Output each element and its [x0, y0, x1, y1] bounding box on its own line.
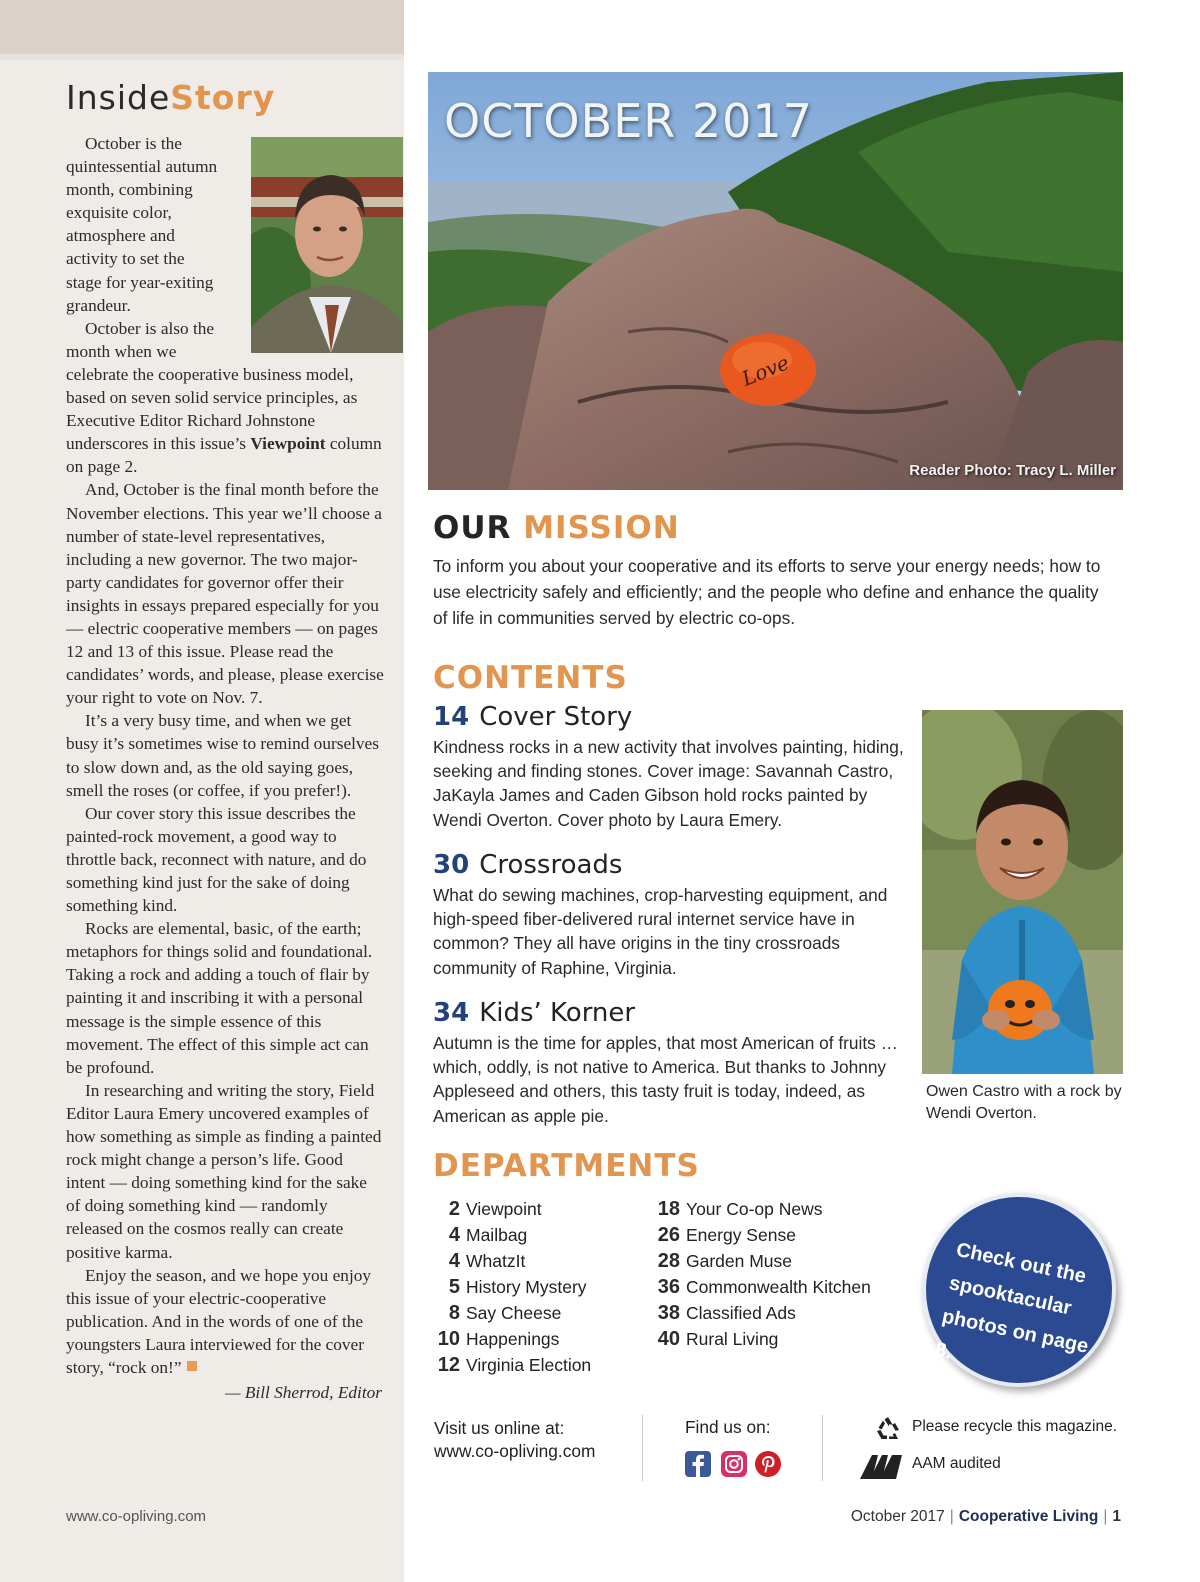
- department-item[interactable]: [420, 1326, 591, 1352]
- footer-separator: |: [949, 1508, 954, 1525]
- editorial-paragraph: Our cover story this issue describes the painted-rock movement, a good way to throttle back, reconnect with nature, and do something kind just for the sake of doing something kind.: [66, 803, 367, 916]
- department-page-number: 4: [448, 1224, 460, 1246]
- department-page-number: 28: [657, 1250, 680, 1272]
- editorial-paragraph: October is the quintessential autumn month, combining exquisite color, atmosphere and activity to set the stage for year-exiting grandeur.: [66, 134, 218, 315]
- footer-separator: |: [1103, 1508, 1108, 1525]
- department-label: Viewpoint: [466, 1199, 542, 1219]
- department-page-number: 38: [657, 1302, 680, 1324]
- viewpoint-reference: Viewpoint: [250, 434, 326, 454]
- facebook-icon[interactable]: [685, 1451, 711, 1477]
- pinterest-icon[interactable]: [755, 1451, 781, 1477]
- visit-online-label: Visit us online at:: [434, 1418, 565, 1438]
- department-item[interactable]: [420, 1248, 591, 1274]
- contents-story-item[interactable]: [433, 997, 913, 1128]
- footer-divider: [822, 1415, 823, 1481]
- department-item[interactable]: [420, 1222, 591, 1248]
- departments-list-right: [640, 1196, 871, 1352]
- inside-story-title-accent: Story: [170, 78, 276, 117]
- aam-audited-label: AAM audited: [912, 1455, 1001, 1472]
- story-title: Kids’ Korner: [479, 998, 636, 1028]
- editorial-text: [66, 132, 384, 1404]
- department-page-number: 26: [657, 1224, 680, 1246]
- departments-list-left: [420, 1196, 591, 1378]
- department-item[interactable]: [640, 1326, 871, 1352]
- editorial-paragraph: In researching and writing the story, Field Editor Laura Emery uncovered examples of how something as simple as finding a painted rock might change a person’s life. Good intent — doing something kind for the sake of doing something kind — randomly released on the cosmos really can create positive karma.: [66, 1080, 382, 1262]
- rock-love-text: Love: [738, 350, 793, 391]
- story-heading: [433, 997, 913, 1029]
- department-label: Classified Ads: [686, 1303, 796, 1323]
- hero-photo-credit: Reader Photo: Tracy L. Miller: [909, 462, 1116, 479]
- spooktacular-photos-badge[interactable]: [922, 1193, 1116, 1387]
- instagram-icon[interactable]: [721, 1451, 747, 1477]
- inside-story-sidebar: [0, 0, 404, 1582]
- footer-page-number: 1: [1112, 1508, 1121, 1525]
- department-label: Garden Muse: [686, 1251, 793, 1271]
- footer-divider: [642, 1415, 643, 1481]
- find-us-label: Find us on:: [685, 1417, 771, 1437]
- footer-issue-date: October 2017: [850, 1508, 945, 1525]
- department-item[interactable]: [640, 1196, 871, 1222]
- department-page-number: 18: [657, 1198, 680, 1220]
- department-item[interactable]: [640, 1222, 871, 1248]
- department-item[interactable]: [420, 1352, 591, 1378]
- department-page-number: 4: [448, 1250, 460, 1272]
- recycle-icon: [873, 1414, 903, 1444]
- website-link[interactable]: www.co-opliving.com: [434, 1441, 596, 1461]
- department-label: History Mystery: [466, 1277, 587, 1297]
- story-page-number: 34: [433, 998, 470, 1028]
- inside-story-title-main: Inside: [66, 78, 171, 117]
- kid-photo-caption: Owen Castro with a rock by Wendi Overton.: [926, 1083, 1122, 1122]
- department-page-number: 10: [437, 1328, 460, 1350]
- department-page-number: 2: [448, 1198, 460, 1220]
- department-label: Happenings: [466, 1329, 560, 1349]
- department-item[interactable]: [640, 1248, 871, 1274]
- editorial-paragraph: [66, 1264, 384, 1379]
- inside-story-title: [66, 78, 275, 117]
- story-description: Autumn is the time for apples, that most American of fruits … which, oddly, is not native to America. But thanks to Johnny Appleseed and others, this tasty fruit is today, indeed, as American as apple pie.: [433, 1033, 898, 1126]
- story-heading: [433, 701, 913, 733]
- mission-title-main: OUR: [433, 510, 512, 546]
- footer-publication-name: Cooperative Living: [958, 1508, 1099, 1525]
- story-page-number: 14: [433, 702, 470, 732]
- badge-text: Check out the spooktacular photos on page 8.: [932, 1238, 1091, 1364]
- department-label: Commonwealth Kitchen: [686, 1277, 871, 1297]
- hero-cover-photo: [428, 72, 1123, 490]
- mission-title-accent: MISSION: [523, 510, 680, 546]
- mission-title: [433, 510, 680, 546]
- department-page-number: 40: [657, 1328, 680, 1350]
- department-item[interactable]: [420, 1300, 591, 1326]
- department-label: Virginia Election: [466, 1355, 592, 1375]
- aam-logo-icon: [858, 1452, 906, 1480]
- story-description: Kindness rocks in a new activity that involves painting, hiding, seeking and finding stones. Cover image: Savannah Castro, JaKayla James and Caden Gibson hold rocks painted by Wendi Overton. Cover photo by Laura Emery.: [433, 737, 904, 830]
- editorial-text-run: October is also the month when we celebrate the cooperative business model, based on seven solid service principles, as Executive Editor Richard Johnstone underscores in this issue’s: [66, 318, 358, 454]
- story-title: Crossroads: [479, 850, 623, 880]
- footer-website-url[interactable]: www.co-opliving.com: [66, 1508, 207, 1525]
- department-item[interactable]: [640, 1300, 871, 1326]
- recycle-message: Please recycle this magazine.: [912, 1418, 1118, 1435]
- editor-signature: — Bill Sherrod, Editor: [225, 1383, 382, 1403]
- department-page-number: 36: [657, 1276, 680, 1298]
- sidebar-top-band: [0, 0, 404, 60]
- department-page-number: 5: [448, 1276, 460, 1298]
- department-item[interactable]: [420, 1196, 591, 1222]
- photo-wrap-spacer: [220, 132, 384, 352]
- department-item[interactable]: [420, 1274, 591, 1300]
- story-description: What do sewing machines, crop-harvesting equipment, and high-speed fiber-delivered rural internet service have in common? They all have origins in the tiny crossroads community of Raphine, Virginia.: [433, 885, 888, 978]
- department-label: Your Co-op News: [686, 1199, 823, 1219]
- editorial-text-run: column on page 2.: [66, 434, 382, 477]
- page-footer: [851, 1508, 1121, 1526]
- department-label: Rural Living: [686, 1329, 779, 1349]
- story-heading: [433, 849, 913, 881]
- department-item[interactable]: [640, 1274, 871, 1300]
- story-page-number: 30: [433, 850, 470, 880]
- department-label: Energy Sense: [686, 1225, 796, 1245]
- departments-title: DEPARTMENTS: [433, 1148, 700, 1184]
- issue-date-title: OCTOBER 2017: [444, 94, 813, 148]
- end-mark-square-icon: [187, 1361, 197, 1371]
- department-page-number: 12: [437, 1354, 460, 1376]
- contents-story-item[interactable]: [433, 849, 913, 980]
- contents-story-item[interactable]: [433, 701, 913, 832]
- editorial-paragraph: Rocks are elemental, basic, of the earth; metaphors for things solid and foundational. Taking a rock and adding a touch of flair by painting it and inscribing it with a personal message is the simple essence of this movement. The effect of this simple act can be profound.: [66, 919, 373, 1077]
- mission-statement: To inform you about your cooperative and its efforts to serve your energy needs; how to use electricity safely and efficiently; and the people who define and enhance the quality of life in communities served by electric co-ops.: [433, 556, 1101, 628]
- department-label: WhatzIt: [466, 1251, 526, 1271]
- story-title: Cover Story: [479, 702, 633, 732]
- department-label: Mailbag: [466, 1225, 528, 1245]
- editorial-paragraph: It’s a very busy time, and when we get busy it’s sometimes wise to remind ourselves to slow down and, as the old saying goes, smell the roses (or coffee, if you prefer!).: [66, 711, 379, 800]
- department-label: Say Cheese: [466, 1303, 562, 1323]
- editorial-text-run: Enjoy the season, and we hope you enjoy this issue of your electric-cooperative publication. And in the words of one of the youngsters Laura interviewed for the cover story, “rock on!”: [66, 1265, 372, 1377]
- department-page-number: 8: [448, 1302, 460, 1324]
- kid-with-painted-rock-photo: [922, 710, 1123, 1074]
- editorial-paragraph: And, October is the final month before the November elections. This year we’ll choose a number of state-level representatives, including a new governor. The two major-party candidates for governor offer their insights in essays prepared especially for you — electric cooperative members — on pages 12 and 13 of this issue. Please read the candidates’ words, and please, please exercise your right to vote on Nov. 7.: [66, 480, 384, 708]
- contents-title: CONTENTS: [433, 660, 628, 696]
